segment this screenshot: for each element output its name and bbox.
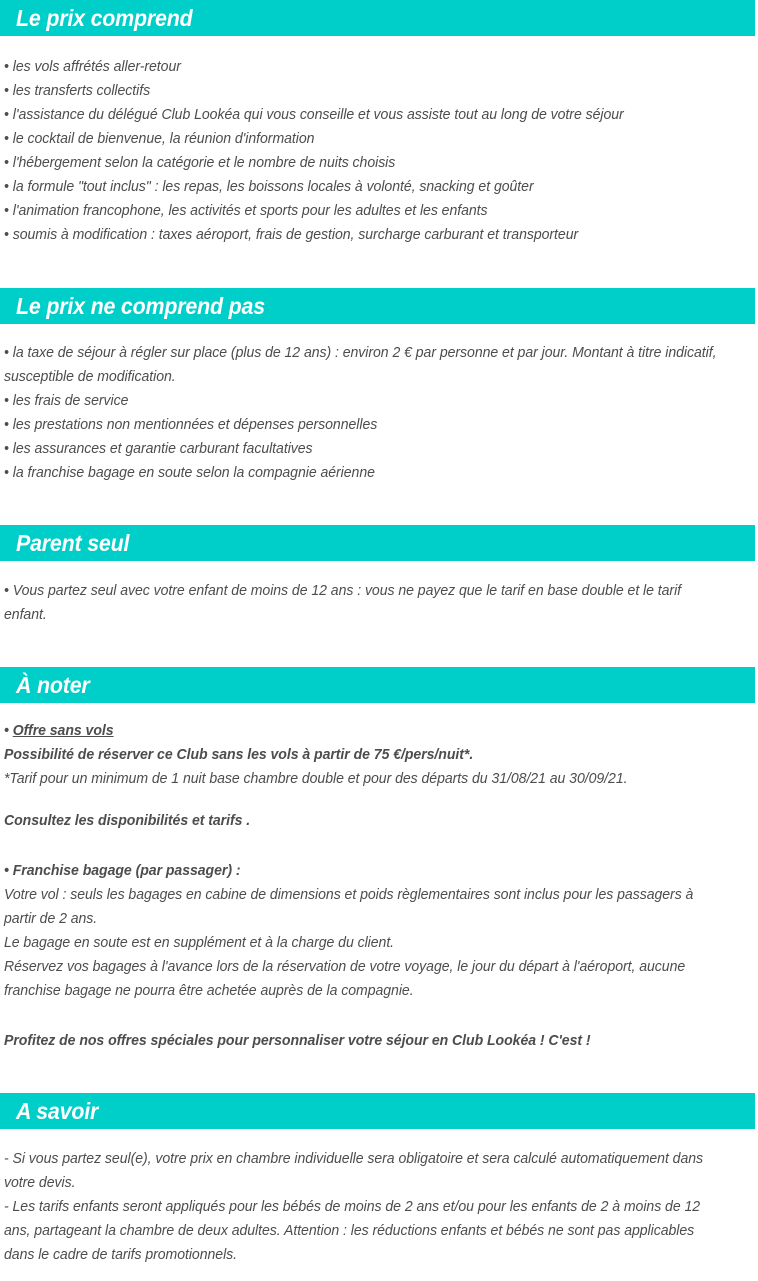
section-header-le-prix-comprend xyxy=(0,0,755,36)
section-body-le-prix-comprend xyxy=(0,36,758,247)
bullet-prefix: • xyxy=(4,723,13,739)
offre-sans-vols-heading xyxy=(4,719,722,743)
section-body-a-noter xyxy=(0,703,758,1053)
spacer xyxy=(0,485,758,525)
franchise-bagage-line: Réservez vos bagages à l'avance lors de la réservation de votre voyage, le jour du départ à l'aéroport, aucune franchise bagage ne pourra être achetée auprès de la compagnie. xyxy=(4,959,686,999)
list-item: • l'animation francophone, les activités et sports pour les adultes et les enfants xyxy=(4,203,488,219)
offre-possibilite-text: Possibilité de réserver ce Club sans les vols à partir de 75 €/pers/nuit*. xyxy=(4,747,474,763)
offre-tarif-note: *Tarif pour un minimum de 1 nuit base chambre double et pour des départs du 31/08/21 au 30/09/21. xyxy=(4,771,628,787)
list-item: • les vols affrétés aller-retour xyxy=(4,59,181,75)
list-item: • la formule "tout inclus" : les repas, les boissons locales à volonté, snacking et goûter xyxy=(4,179,534,195)
list-item: • la taxe de séjour à régler sur place (plus de 12 ans) : environ 2 € par personne et par jour. Montant à titre indicatif, susceptible de modification. xyxy=(4,345,717,385)
franchise-bagage-line: Votre vol : seuls les bagages en cabine de dimensions et poids règlementaires sont inclus pour les passagers à partir de 2 ans. xyxy=(4,887,694,927)
list-item: • le cocktail de bienvenue, la réunion d'information xyxy=(4,131,315,147)
section-title: À noter xyxy=(16,672,90,698)
spacer xyxy=(4,833,748,859)
section-title: Parent seul xyxy=(16,530,130,556)
list-item: • les transferts collectifs xyxy=(4,83,151,99)
profitez-offres-speciales-text: Profitez de nos offres spéciales pour personnaliser votre séjour en Club Lookéa ! C'est ! xyxy=(4,1033,591,1049)
franchise-bagage-line: Le bagage en soute est en supplément et à la charge du client. xyxy=(4,935,395,951)
section-body-a-savoir xyxy=(0,1129,758,1267)
list-item: • Vous partez seul avec votre enfant de moins de 12 ans : vous ne payez que le tarif en base double et le tarif enfant. xyxy=(4,583,682,623)
section-body-parent-seul xyxy=(0,561,758,627)
list-item: • les assurances et garantie carburant facultatives xyxy=(4,441,313,457)
list-item: • soumis à modification : taxes aéroport, frais de gestion, surcharge carburant et transporteur xyxy=(4,227,579,243)
offre-sans-vols-link[interactable]: Offre sans vols xyxy=(12,723,114,739)
list-item: • les frais de service xyxy=(4,393,129,409)
list-item: - Si vous partez seul(e), votre prix en chambre individuelle sera obligatoire et sera calculé automatiquement dans votre devis. xyxy=(4,1151,704,1191)
list-item: - Les tarifs enfants seront appliqués pour les bébés de moins de 2 ans et/ou pour les enfants de 2 à moins de 12 ans, partageant la chambre de deux adultes. Attention : les réductions enfants et bébés ne sont pas applicables dans le cadre de tarifs promotionnels. xyxy=(4,1199,701,1263)
section-header-le-prix-ne-comprend-pas xyxy=(0,288,755,324)
section-header-parent-seul xyxy=(0,525,755,561)
list-item: • l'hébergement selon la catégorie et le nombre de nuits choisis xyxy=(4,155,396,171)
spacer xyxy=(4,791,748,809)
section-body-le-prix-ne-comprend-pas xyxy=(0,324,758,485)
spacer xyxy=(0,247,758,288)
section-header-a-noter xyxy=(0,667,755,703)
franchise-bagage-heading: • Franchise bagage (par passager) : xyxy=(4,863,241,879)
spacer xyxy=(0,627,758,667)
section-title: Le prix ne comprend pas xyxy=(16,293,265,319)
section-header-a-savoir xyxy=(0,1093,755,1129)
list-item: • la franchise bagage en soute selon la compagnie aérienne xyxy=(4,465,375,481)
spacer xyxy=(4,1003,748,1029)
list-item: • l'assistance du délégué Club Lookéa qui vous conseille et vous assiste tout au long de votre séjour xyxy=(4,107,624,123)
spacer xyxy=(0,1053,758,1093)
section-title: A savoir xyxy=(16,1098,99,1124)
list-item: • les prestations non mentionnées et dépenses personnelles xyxy=(4,417,378,433)
section-title: Le prix comprend xyxy=(16,5,193,31)
consultez-disponibilites-link[interactable]: Consultez les disponibilités et tarifs . xyxy=(4,813,251,829)
